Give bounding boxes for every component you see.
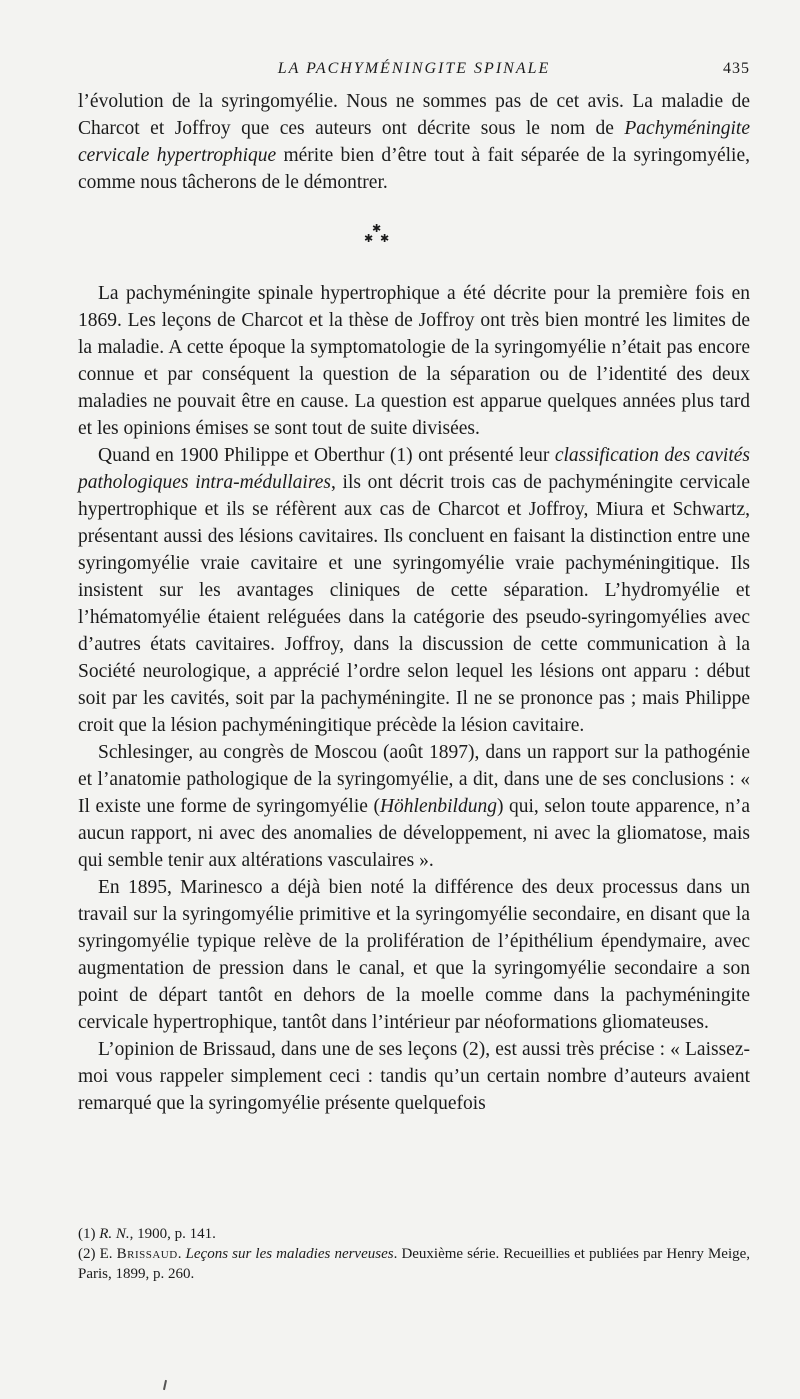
footnote-2: (2) E. Brissaud. Leçons sur les maladies nerveuses. Deuxième série. Recueillies et publiées par Henry Meige, Paris, 1899, p. 260.	[78, 1246, 751, 1282]
asterisk-icon: ✱	[380, 233, 390, 245]
asterisk-icon: ✱	[372, 223, 382, 235]
asterisk-icon: ✱	[364, 233, 374, 245]
running-title: LA PACHYMÉNINGITE SPINALE	[277, 60, 551, 77]
paragraph-6: L’opinion de Brissaud, dans une de ses leçons (2), est aussi très précise : « Laissez-moi vous rappeler simplement ceci : tandis qu’un certain nombre d’auteurs avaient remarqué que la syringomyélie présente quelquefois	[78, 1039, 750, 1114]
paragraph-3: Quand en 1900 Philippe et Oberthur (1) ont présenté leur classification des cavités pathologiques intra-médullaires, ils ont décrit trois cas de pachyméningite cervicale hypertrophique et ils se réfèrent aux cas de Charcot et Joffroy, Miura et Schwartz, présentant aussi des lésions cavitaires. Ils concluent en faisant la distinction entre une syringomyélie vraie cavitaire et une syringomyélie vraie pachyméningitique. Ils insistent sur les avantages cliniques de cette séparation. L’hydromyélie et l’hématomyélie étaient reléguées dans la catégorie des pseudo-syringomyélies avec d’autres états cavitaires. Joffroy, dans la discussion de cette communication à la Société neurologique, a apprécié l’ordre selon lequel les lésions ont apparu : début soit par les cavités, soit par la pachyméningite. Il ne se prononce pas ; mais Philippe croit que la lésion pachyméningitique précède la lésion cavitaire.	[78, 445, 750, 736]
page-header	[78, 60, 750, 82]
paragraph-1: l’évolution de la syringomyélie. Nous ne sommes pas de cet avis. La maladie de Charcot et Joffroy que ces auteurs ont décrite sous le nom de Pachyméningite cervicale hypertrophique mérite bien d’être tout à fait séparée de la syringomyélie, comme nous tâcherons de le démontrer.	[78, 91, 750, 193]
section-separator	[78, 196, 750, 280]
page-number: 435	[723, 60, 750, 77]
paragraph-5: En 1895, Marinesco a déjà bien noté la différence des deux processus dans un travail sur la syringomyélie primitive et la syringomyélie secondaire, en disant que la syringomyélie typique relève de la prolifération de l’épithélium épendymaire, avec augmentation de pression dans le canal, et que la syringomyélie secondaire a son point de départ tantôt en dehors de la moelle comme dans la pachyméningite cervicale hypertrophique, tantôt dans l’intérieur par néoformations gliomateuses.	[78, 877, 750, 1033]
body-text	[78, 88, 750, 1117]
paragraph-2: La pachyméningite spinale hypertrophique a été décrite pour la première fois en 1869. Les leçons de Charcot et la thèse de Joffroy ont très bien montré les limites de la maladie. A cette époque la symptomatologie de la syringomyélie n’était pas encore connue et par conséquent la question de la séparation ou de l’identité des deux maladies ne pouvait être en cause. La question est apparue quelques années plus tard et les opinions émises se sont tout de suite divisées.	[78, 283, 750, 439]
footnotes	[78, 1224, 750, 1284]
paper-speck	[163, 1380, 167, 1390]
footnote-1: (1) R. N., 1900, p. 141.	[78, 1226, 216, 1242]
paragraph-4: Schlesinger, au congrès de Moscou (août 1897), dans un rapport sur la pathogénie et l’anatomie pathologique de la syringomyélie, a dit, dans une de ses conclusions : « Il existe une forme de syringomyélie (Höhlenbildung) qui, selon toute apparence, n’a aucun rapport, ni avec des anomalies de développement, ni avec la gliomatose, mais qui semble tenir aux altérations vasculaires ».	[78, 742, 750, 871]
